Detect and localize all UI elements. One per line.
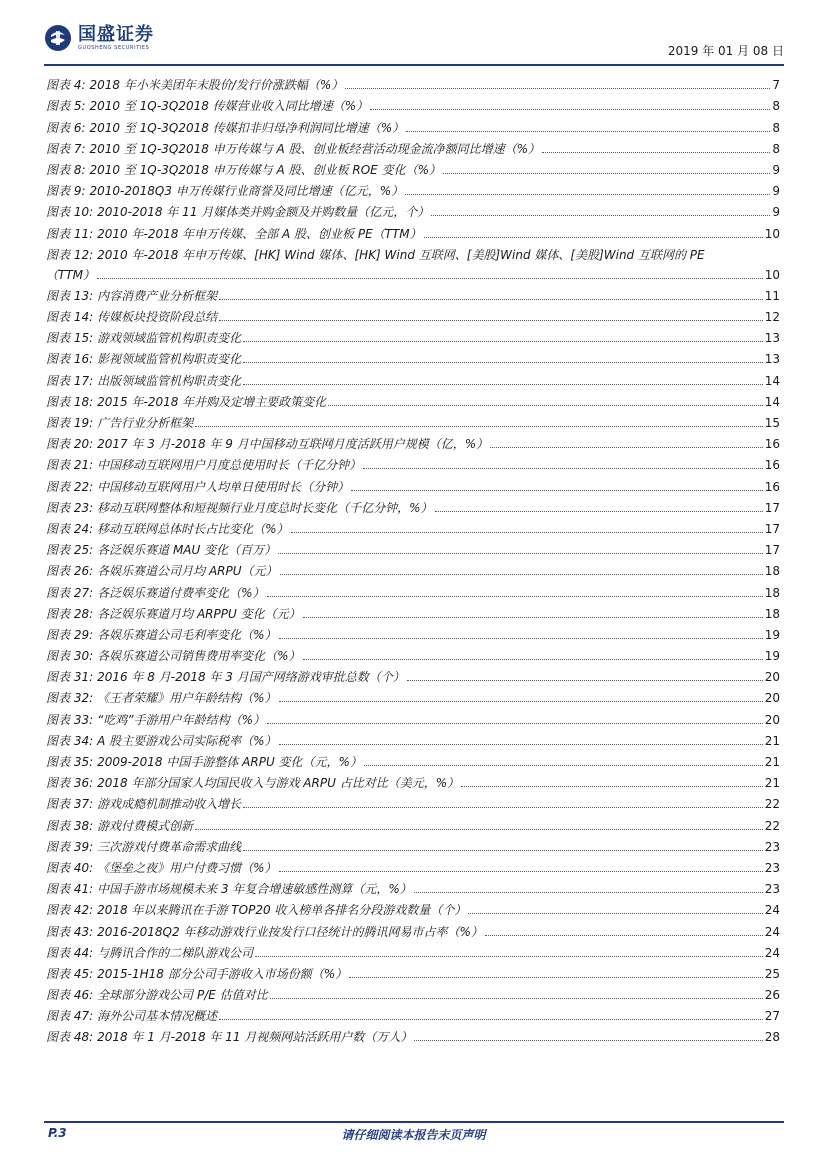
toc-entry[interactable]: [46, 304, 780, 325]
figure-title: 传媒板块投资阶段总结: [97, 310, 218, 325]
dot-leader: [351, 489, 763, 491]
figure-label: 图表 28:: [46, 606, 94, 621]
page-ref[interactable]: 17: [764, 543, 780, 558]
dot-leader: [345, 87, 770, 89]
figure-label: 图表 10:: [46, 205, 94, 220]
figure-title: 2010 至 1Q-3Q2018 申万传媒与 A 股、创业板 ROE 变化（%）: [89, 162, 441, 177]
toc-entry[interactable]: [46, 940, 780, 961]
toc-entry[interactable]: [46, 728, 780, 749]
figure-title: 广告行业分析框架: [97, 416, 194, 430]
disclaimer-note: 请仔细阅读本报告末页声明: [341, 1128, 486, 1142]
brand-name: 国盛证券: [78, 23, 154, 45]
figure-label: 图表 36:: [46, 776, 94, 791]
page-ref[interactable]: 18: [764, 585, 780, 600]
figure-title: 各泛娱乐赛道月均 ARPPU 变化（元）: [97, 606, 301, 621]
report-date: 2019 年 01 月 08 日: [667, 44, 784, 58]
dot-leader: [364, 764, 763, 766]
dot-leader: [97, 277, 763, 279]
toc-entry[interactable]: [46, 749, 780, 770]
toc-entry[interactable]: [46, 855, 780, 876]
toc-entry[interactable]: [46, 367, 780, 388]
dot-leader: [468, 912, 762, 914]
page-ref[interactable]: 13: [764, 331, 780, 346]
dot-leader: [243, 849, 763, 851]
page-ref[interactable]: 21: [764, 755, 780, 769]
figure-title: 2017 年 3 月-2018 年 9 月中国移动互联网月度活跃用户规模（亿，%）: [97, 437, 489, 452]
figure-label: 图表 13:: [46, 288, 94, 303]
figure-label: 图表 5:: [46, 99, 86, 114]
figure-title: 中国移动互联网用户人均单日使用时长（分钟）: [97, 479, 350, 494]
dot-leader: [405, 193, 770, 195]
toc-entry-continuation[interactable]: [46, 263, 780, 283]
figure-title: 《王者荣耀》用户年龄结构（%）: [97, 691, 277, 706]
dot-leader: [424, 236, 763, 238]
toc-entry[interactable]: [46, 325, 780, 346]
page-ref[interactable]: 19: [764, 649, 780, 664]
figure-title: 各泛娱乐赛道 MAU 变化（百万）: [97, 543, 277, 558]
toc-entry[interactable]: [46, 178, 780, 199]
page-ref[interactable]: 8: [772, 120, 780, 135]
toc-entry[interactable]: [46, 410, 780, 431]
figure-title: 各泛娱乐赛道付费率变化（%）: [97, 585, 265, 600]
figure-label: 图表 7:: [46, 141, 86, 156]
toc-entry[interactable]: [46, 622, 780, 643]
figure-title: 2015 年-2018 年并购及定增主要政策变化: [97, 394, 327, 409]
dot-leader: [414, 891, 763, 893]
figure-label: 图表 47:: [46, 1009, 94, 1024]
page-ref[interactable]: 8: [772, 141, 780, 156]
dot-leader: [328, 404, 763, 406]
page-ref[interactable]: 24: [764, 903, 780, 918]
dot-leader: [431, 214, 770, 216]
brand-name-en: GUOSHENG SECURITIES: [78, 44, 150, 51]
page-ref[interactable]: 18: [764, 606, 780, 621]
page-ref[interactable]: 26: [764, 988, 780, 1003]
figure-title: 各娱乐赛道公司毛利率变化（%）: [97, 627, 277, 642]
toc-entry[interactable]: [46, 918, 780, 939]
page-ref[interactable]: 16: [764, 479, 780, 494]
figure-title: 2010 年-2018 年申万传媒、[HK] Wind 媒体、[HK] Wind 互联网、[美股]Wind 媒体、[美股]Wind 互联网的 PE: [97, 247, 705, 262]
toc-entry[interactable]: [46, 495, 780, 516]
page-ref[interactable]: 17: [764, 521, 780, 536]
toc-entry[interactable]: [46, 876, 780, 897]
page-ref[interactable]: 22: [764, 818, 780, 833]
page-ref[interactable]: 21: [764, 776, 780, 791]
figure-title: 2009-2018 中国手游整体 ARPU 变化（元，%）: [97, 755, 362, 769]
figure-label: 图表 37:: [46, 797, 94, 812]
page-ref[interactable]: 27: [764, 1009, 780, 1024]
figure-label: 图表 27:: [46, 585, 94, 600]
page-ref[interactable]: 9: [772, 162, 780, 177]
page-ref[interactable]: 13: [764, 352, 780, 367]
dot-leader: [279, 870, 763, 872]
page-ref[interactable]: 23: [764, 882, 780, 897]
figure-title: 与腾讯合作的二梯队游戏公司: [97, 945, 254, 960]
dot-leader: [414, 1039, 762, 1041]
figure-label: 图表 18:: [46, 394, 94, 409]
dot-leader: [279, 637, 763, 639]
figure-label: 图表 32:: [46, 691, 94, 706]
toc-entry[interactable]: [46, 157, 780, 178]
figure-label: 图表 9:: [46, 184, 86, 199]
figure-label: 图表 20:: [46, 437, 94, 452]
dot-leader: [219, 298, 763, 300]
dot-leader: [243, 383, 763, 385]
figure-title: 中国移动互联网用户月度总使用时长（千亿分钟）: [97, 458, 362, 473]
toc-entry[interactable]: [46, 283, 780, 304]
toc-entry[interactable]: [46, 812, 780, 833]
toc-entry[interactable]: [46, 199, 780, 220]
dot-leader: [291, 531, 763, 533]
figure-label: 图表 16:: [46, 352, 94, 367]
figure-title: 2010 至 1Q-3Q2018 申万传媒与 A 股、创业板经营活动现金流净额同比增速（%）: [89, 141, 540, 156]
figure-title: 2016 年 8 月-2018 年 3 月国产网络游戏审批总数（个）: [97, 670, 405, 685]
toc-entry[interactable]: [46, 664, 780, 685]
figure-title: 2018 年部分国家人均国民收入与游戏 ARPU 占比对比（美元，%）: [97, 776, 460, 791]
figure-title: 全球部分游戏公司 P/E 估值对比: [97, 988, 268, 1003]
figure-title: 中国手游市场规模未来 3 年复合增速敏感性测算（元，%）: [97, 882, 412, 897]
page-ref[interactable]: 20: [764, 691, 780, 706]
dot-leader: [243, 806, 763, 808]
page-ref[interactable]: 14: [764, 373, 780, 388]
figure-label: 图表 26:: [46, 564, 94, 579]
toc-entry[interactable]: [46, 770, 780, 791]
dot-leader: [490, 446, 763, 448]
dot-leader: [279, 743, 763, 745]
toc-entry[interactable]: [46, 452, 780, 473]
dot-leader: [278, 552, 763, 554]
figure-label: 图表 45:: [46, 966, 94, 981]
figure-title: 三次游戏付费革命需求曲线: [97, 839, 242, 854]
toc-entry[interactable]: [46, 558, 780, 579]
figure-label: 图表 44:: [46, 945, 94, 960]
page-ref[interactable]: 9: [772, 184, 780, 199]
toc-entry[interactable]: [46, 643, 780, 664]
figure-title: 2018 年小米美团年末股价/发行价涨跌幅（%）: [89, 78, 344, 93]
figure-title: 2015-1H18 部分公司手游收入市场份额（%）: [97, 966, 348, 981]
page-ref[interactable]: 23: [764, 839, 780, 854]
page-ref[interactable]: 10: [764, 226, 780, 241]
toc-entry[interactable]: [46, 537, 780, 558]
page-ref[interactable]: 21: [764, 733, 780, 748]
dot-leader: [219, 1018, 763, 1020]
page-ref[interactable]: 24: [764, 945, 780, 960]
figure-label: 图表 41:: [46, 882, 94, 897]
toc-entry[interactable]: [46, 834, 780, 855]
page-header: [44, 22, 784, 62]
dot-leader: [370, 108, 770, 110]
toc-entry[interactable]: [46, 473, 780, 494]
toc-entry[interactable]: [46, 706, 780, 727]
dot-leader: [406, 130, 770, 132]
figure-label: 图表 8:: [46, 162, 86, 177]
figure-title: “吃鸡”手游用户年龄结构（%）: [97, 712, 265, 727]
page-ref[interactable]: 24: [764, 924, 780, 939]
figure-label: 图表 40:: [46, 860, 94, 875]
figure-title: 海外公司基本情况概述: [97, 1009, 218, 1024]
figure-title: 2018 年 1 月-2018 年 11 月视频网站活跃用户数（万人）: [97, 1030, 413, 1045]
dot-leader: [303, 616, 763, 618]
figure-title: 2018 年以来腾讯在手游 TOP20 收入榜单各排名分段游戏数量（个）: [97, 903, 467, 918]
dot-leader: [195, 425, 763, 427]
toc-entry[interactable]: [46, 601, 780, 622]
figure-title-continuation: （TTM）: [46, 267, 96, 282]
toc-entry[interactable]: [46, 346, 780, 367]
page-ref[interactable]: 8: [772, 99, 780, 114]
toc-entry[interactable]: [46, 72, 780, 93]
figure-label: 图表 46:: [46, 988, 94, 1003]
page-ref[interactable]: 15: [764, 416, 780, 430]
dot-leader: [267, 595, 763, 597]
figure-label: 图表 17:: [46, 373, 94, 388]
figure-label: 图表 14:: [46, 310, 94, 325]
toc-entry[interactable]: [46, 93, 780, 114]
toc-entry[interactable]: [46, 1003, 780, 1024]
toc-entry[interactable]: [46, 114, 780, 135]
figure-title: 2010 至 1Q-3Q2018 传媒营业收入同比增速（%）: [89, 99, 369, 114]
dot-leader: [255, 955, 763, 957]
dot-leader: [407, 679, 763, 681]
figure-title: 游戏领域监管机构职责变化: [97, 331, 242, 346]
toc-entry[interactable]: [46, 389, 780, 410]
figure-title: 内容消费产业分析框架: [97, 288, 218, 303]
dot-leader: [280, 573, 763, 575]
dot-leader: [279, 700, 763, 702]
figure-label: 图表 35:: [46, 755, 94, 769]
figure-label: 图表 24:: [46, 521, 94, 536]
header-divider: [44, 64, 784, 66]
dot-leader: [349, 976, 763, 978]
figure-title: 2010-2018 年 11 月媒体类并购金额及并购数量（亿元，个）: [97, 205, 430, 220]
footer-divider: [44, 1121, 784, 1123]
figure-title: 出版领域监管机构职责变化: [97, 373, 242, 388]
brand-logo: [44, 24, 154, 52]
figure-index: [46, 72, 780, 1045]
figure-title: 影视领域监管机构职责变化: [97, 352, 242, 367]
dot-leader: [485, 934, 763, 936]
toc-entry[interactable]: [46, 220, 780, 241]
dot-leader: [542, 151, 770, 153]
page-ref[interactable]: 16: [764, 458, 780, 473]
figure-title: 2010 至 1Q-3Q2018 传媒扣非归母净利润同比增速（%）: [89, 120, 405, 135]
page-ref[interactable]: 16: [764, 437, 780, 452]
figure-label: 图表 23:: [46, 500, 94, 515]
figure-title: 《堡垒之夜》用户付费习惯（%）: [97, 860, 277, 875]
page-ref[interactable]: 12: [764, 310, 780, 325]
page-ref[interactable]: 19: [764, 627, 780, 642]
figure-label: 图表 25:: [46, 543, 94, 558]
figure-label: 图表 38:: [46, 818, 94, 833]
toc-entry[interactable]: [46, 897, 780, 918]
page-ref[interactable]: 23: [764, 860, 780, 875]
figure-label: 图表 43:: [46, 924, 94, 939]
figure-label: 图表 12:: [46, 247, 94, 262]
dot-leader: [195, 828, 763, 830]
toc-entry[interactable]: [46, 791, 780, 812]
page-ref[interactable]: 10: [764, 267, 780, 282]
dot-leader: [435, 510, 763, 512]
page-number: P.3: [48, 1126, 67, 1140]
dot-leader: [461, 785, 763, 787]
dot-leader: [443, 172, 770, 174]
figure-label: 图表 4:: [46, 78, 86, 93]
dot-leader: [363, 467, 763, 469]
dot-leader: [267, 722, 763, 724]
figure-label: 图表 19:: [46, 416, 94, 430]
page-ref[interactable]: 22: [764, 797, 780, 812]
figure-label: 图表 30:: [46, 649, 94, 664]
figure-label: 图表 29:: [46, 627, 94, 642]
figure-title: 游戏成瘾机制推动收入增长: [97, 797, 242, 812]
toc-entry[interactable]: [46, 579, 780, 600]
figure-title: 移动互联网整体和短视频行业月度总时长变化（千亿分钟，%）: [97, 500, 433, 515]
figure-title: 游戏付费模式创新: [97, 818, 194, 833]
page-ref[interactable]: 11: [764, 288, 780, 303]
figure-label: 图表 6:: [46, 120, 86, 135]
dot-leader: [243, 361, 763, 363]
figure-label: 图表 22:: [46, 479, 94, 494]
toc-entry[interactable]: [46, 685, 780, 706]
figure-title: 移动互联网总体时长占比变化（%）: [97, 521, 289, 536]
figure-label: 图表 31:: [46, 670, 94, 685]
guosheng-logo-icon: [44, 24, 72, 52]
page-ref[interactable]: 28: [764, 1030, 780, 1045]
dot-leader: [270, 997, 763, 999]
figure-title: 各娱乐赛道公司销售费用率变化（%）: [97, 649, 301, 664]
page-ref[interactable]: 9: [772, 205, 780, 220]
figure-label: 图表 11:: [46, 226, 94, 241]
page-ref[interactable]: 18: [764, 564, 780, 579]
figure-label: 图表 39:: [46, 839, 94, 854]
figure-label: 图表 33:: [46, 712, 94, 727]
figure-title: 2010 年-2018 年申万传媒、全部 A 股、创业板 PE（TTM）: [97, 226, 422, 241]
page-ref[interactable]: 17: [764, 500, 780, 515]
toc-entry[interactable]: [46, 431, 780, 452]
figure-title: A 股主要游戏公司实际税率（%）: [97, 733, 277, 748]
page-ref[interactable]: 7: [772, 78, 780, 93]
toc-entry[interactable]: [46, 961, 780, 982]
figure-label: 图表 21:: [46, 458, 94, 473]
page-ref[interactable]: 25: [764, 966, 780, 981]
page-ref[interactable]: 20: [764, 670, 780, 685]
page-ref[interactable]: 14: [764, 394, 780, 409]
dot-leader: [303, 658, 763, 660]
figure-label: 图表 42:: [46, 903, 94, 918]
toc-entry[interactable]: [46, 982, 780, 1003]
figure-title: 2010-2018Q3 申万传媒行业商誉及同比增速（亿元，%）: [89, 184, 404, 199]
toc-entry[interactable]: [46, 242, 780, 263]
toc-entry[interactable]: [46, 516, 780, 537]
figure-title: 2016-2018Q2 年移动游戏行业按发行口径统计的腾讯网易市占率（%）: [97, 924, 483, 939]
figure-label: 图表 48:: [46, 1030, 94, 1045]
figure-title: 各娱乐赛道公司月均 ARPU（元）: [97, 564, 278, 579]
page-ref[interactable]: 20: [764, 712, 780, 727]
dot-leader: [243, 340, 763, 342]
dot-leader: [219, 319, 763, 321]
figure-label: 图表 34:: [46, 733, 94, 748]
toc-entry[interactable]: [46, 1024, 780, 1045]
toc-entry[interactable]: [46, 136, 780, 157]
figure-label: 图表 15:: [46, 331, 94, 346]
